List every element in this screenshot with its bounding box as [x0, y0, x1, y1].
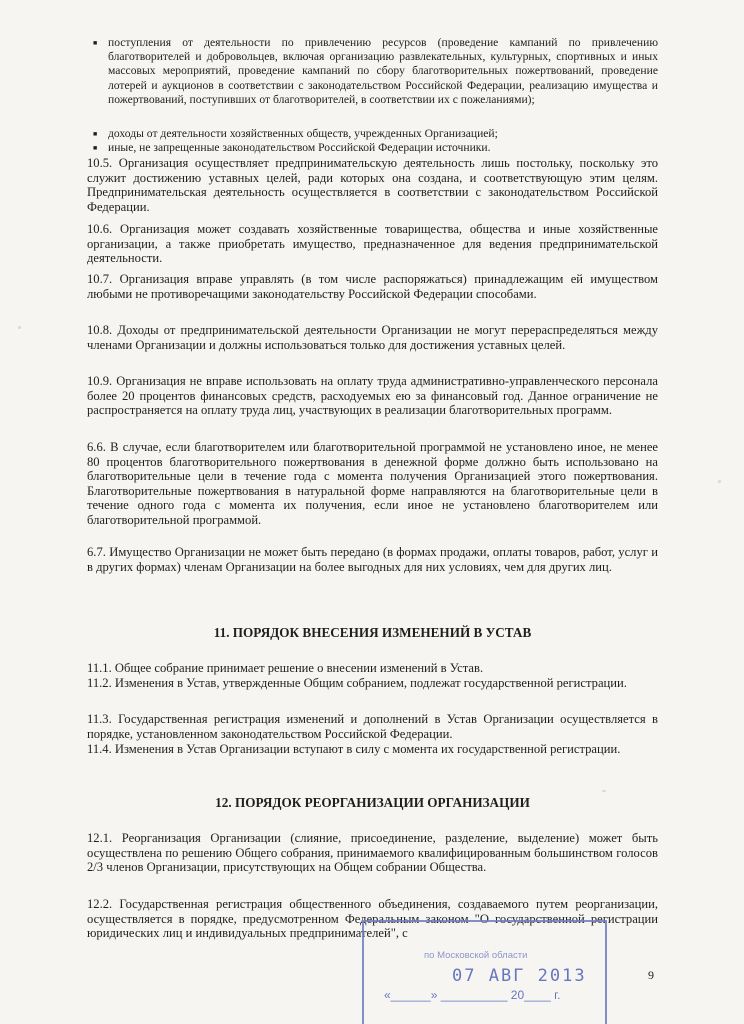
paragraph-10-9: 10.9. Организация не вправе использовать на оплату труда административно-управленческого персонала более 20 процентов финансовых средств, расходуемых ею за финансовый год. Данное ограничение не распространяется на оплату труда лиц, участвующих в реализации благотворительных программ.	[87, 374, 658, 417]
paragraph-10-8: 10.8. Доходы от предпринимательской деятельности Организации не могут перераспределяться между членами Организации и должны использоваться только для достижения уставных целей.	[87, 323, 658, 352]
scan-speck	[18, 326, 21, 329]
paragraph-10-7: 10.7. Организация вправе управлять (в том числе распоряжаться) принадлежащим ей имуществом любыми не противоречащими законодательству Российской Федерации способами.	[87, 272, 658, 301]
scan-speck	[602, 790, 606, 792]
section-heading-12: 12. ПОРЯДОК РЕОРГАНИЗАЦИИ ОРГАНИЗАЦИИ	[215, 795, 530, 810]
bullet-item-1	[93, 36, 658, 107]
bullet-text: поступления от деятельности по привлечению ресурсов (проведение кампаний по привлечению благотворителей и добровольцев, включая организацию развлекательных, культурных, спортивных и иных массовых мероприятий, проведение кампаний по сбору благотворительных пожертвований, проведение лотерей и аукционов в соответствии с законодательством Российской Федерации, реализацию имущества и пожертвований, поступивших от благотворителей, в соответствии их с пожеланиями);	[108, 36, 658, 106]
paragraph-6-7: 6.7. Имущество Организации не может быть передано (в формах продажи, оплаты товаров, работ, услуг и в других формах) членам Организации на более выгодных для них условиях, чем для других лиц.	[87, 545, 658, 574]
bullet-marker: ■	[93, 144, 98, 152]
stamp-date-line: «______» __________ 20____ г.	[384, 988, 561, 1002]
stamp-region: по Московской области	[424, 950, 528, 961]
bullet-item-2	[93, 127, 658, 141]
paragraph-10-6: 10.6. Организация может создавать хозяйственные товарищества, общества и иные хозяйственные организации, а также приобретать имущество, предназначенное для ведения предпринимательской деятельности.	[87, 222, 658, 265]
paragraph-6-6: 6.6. В случае, если благотворителем или благотворительной программой не установлено иное, не менее 80 процентов благотворительного пожертвования в денежной форме должно быть использовано на благотворительные цели в течение года с момента получения Организацией этого пожертвования. Благотворительные пожертвования в натуральной форме направляются на благотворительные цели в течение одного года с момента их получения, если иное не установлено благотворителем или благотворительной программой.	[87, 440, 658, 527]
paragraph-11-2: 11.2. Изменения в Устав, утвержденные Общим собранием, подлежат государственной регистрации.	[87, 676, 627, 690]
stamp-date: 07 АВГ 2013	[452, 966, 587, 986]
bullet-marker: ■	[93, 39, 98, 47]
scan-speck	[718, 480, 721, 483]
paragraph-11-3: 11.3. Государственная регистрация изменений и дополнений в Устав Организации осуществляется в порядке, установленном законодательством Российской Федерации.	[87, 712, 658, 741]
section-heading-11: 11. ПОРЯДОК ВНЕСЕНИЯ ИЗМЕНЕНИЙ В УСТАВ	[213, 625, 532, 640]
page-number: 9	[648, 968, 654, 982]
paragraph-12-1: 12.1. Реорганизация Организации (слияние, присоединение, разделение, выделение) может быть осуществлена по решению Общего собрания, принимаемого квалифицированным большинством голосов 2/3 членов Организации, присутствующих на Общем собрании Общества.	[87, 831, 658, 874]
registration-stamp	[362, 920, 607, 1024]
paragraph-11-1: 11.1. Общее собрание принимает решение о внесении изменений в Устав.	[87, 661, 484, 675]
paragraph-10-5: 10.5. Организация осуществляет предпринимательскую деятельность лишь постольку, поскольку это служит достижению уставных целей, ради которых она создана, и соответствующую этим целям. Предпринимательская деятельность осуществляется в соответствии с законодательством Российской Федерации.	[87, 156, 658, 214]
bullet-marker: ■	[93, 130, 98, 138]
bullet-item-3	[93, 141, 658, 155]
paragraph-11-4: 11.4. Изменения в Устав Организации вступают в силу с момента их государственной регистрации.	[87, 742, 621, 756]
bullet-text: доходы от деятельности хозяйственных обществ, учрежденных Организацией;	[108, 127, 498, 140]
bullet-text: иные, не запрещенные законодательством Российской Федерации источники.	[108, 141, 491, 154]
paragraph-12-2: 12.2. Государственная регистрация общественного объединения, создаваемого путем реорганизации, осуществляется в порядке, предусмотренном Федеральным законом "О государственной регистрации юридических лиц и индивидуальных предпринимателей", с	[87, 897, 658, 940]
